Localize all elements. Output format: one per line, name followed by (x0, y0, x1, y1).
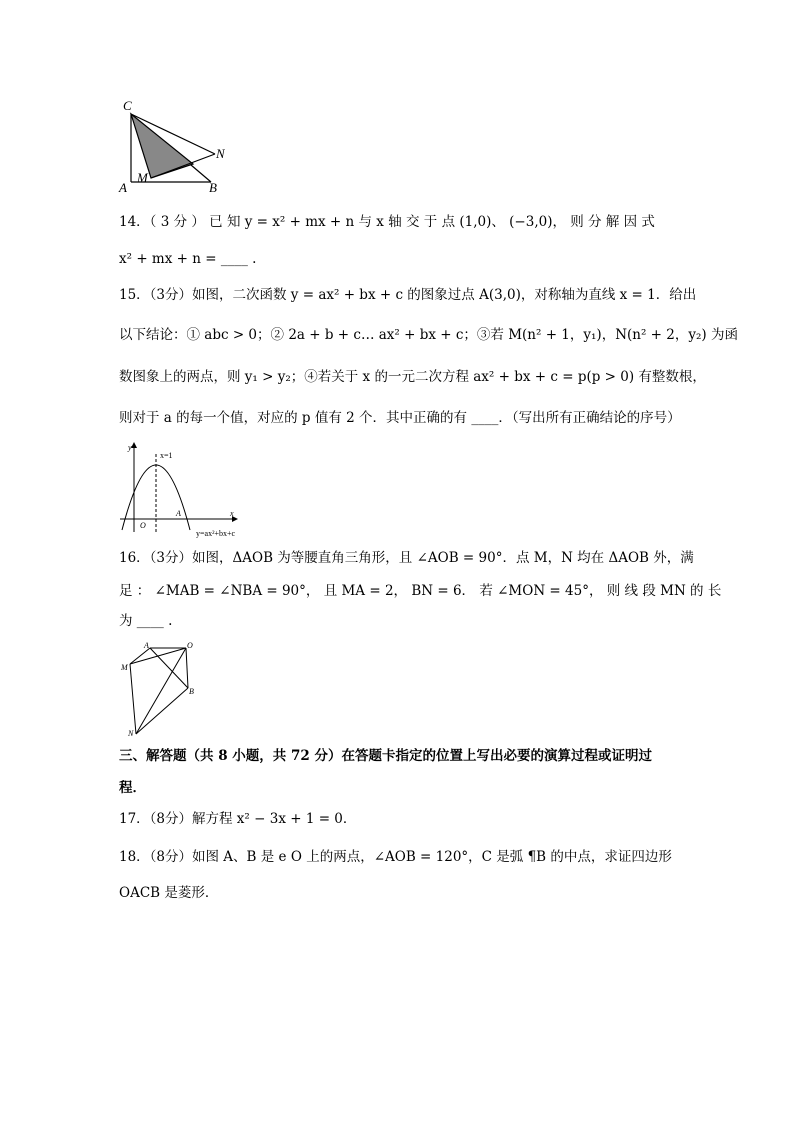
quadrilateral-figure (116, 638, 206, 738)
fig16-label-m: M (121, 663, 128, 672)
origin-label: O (140, 521, 146, 530)
label-a: A (119, 180, 127, 195)
q15-line2: 以下结论：① abc > 0；② 2a + b + c… ax² + bx + c；③若 M(n² + 1，y₁)，N(n² + 2，y₂) 为函 (119, 327, 738, 343)
label-b: B (209, 180, 217, 195)
section3-heading-line1: 三、解答题（共 8 小题，共 72 分）在答题卡指定的位置上写出必要的演算过程或证明过 (119, 748, 652, 764)
q15-line3: 数图象上的两点，则 y₁ > y₂；④若关于 x 的一元二次方程 ax² + bx + c = p(p > 0) 有整数根， (119, 369, 706, 385)
fig16-label-n: N (128, 729, 134, 738)
fig16-label-o: O (187, 641, 193, 650)
x-axis-label: x (230, 509, 234, 518)
q14-line2: x² + mx + n = ____ . (119, 251, 257, 267)
q16-line1: 16．（3分）如图，ΔAOB 为等腰直角三角形，且 ∠AOB = 90°．点 M，N 均在 ΔAOB 外，满 (119, 550, 694, 566)
q15-line4: 则对于 a 的每一个值，对应的 p 值有 2 个．其中正确的有 ____．（写出所有正确结论的序号） (119, 410, 681, 426)
q17-line1: 17．（8分）解方程 x² − 3x + 1 = 0． (119, 811, 357, 827)
label-n: N (216, 146, 225, 161)
axis-of-symmetry-label: x=1 (160, 451, 173, 460)
q15-line1: 15．（3分）如图，二次函数 y = ax² + bx + c 的图象过点 A(3,0)，对称轴为直线 x = 1．给出 (119, 287, 697, 303)
fig16-label-a: A (144, 641, 149, 650)
point-a-label: A (176, 509, 181, 518)
q16-line3: 为 ____ . (119, 613, 173, 629)
y-axis-label: y (128, 443, 132, 452)
curve-label: y=ax²+bx+c (196, 529, 236, 538)
fig16-label-b: B (189, 687, 194, 696)
label-m: M (137, 170, 148, 185)
section3-heading-line2: 程． (119, 780, 146, 796)
q14-line1: 14．（ 3 分 ） 已 知 y = x² + mx + n 与 x 轴 交 于 点 (1,0)、 (−3,0)， 则 分 解 因 式 (119, 214, 655, 230)
parabola-figure (116, 440, 256, 540)
q18-line1: 18．（8分）如图 A、B 是 e O 上的两点，∠AOB = 120°，C 是弧 ¶B 的中点，求证四边形 (119, 849, 672, 865)
q16-line2: 足 ： ∠MAB = ∠NBA = 90°， 且 MA = 2， BN = 6． 若 ∠MON = 45°， 则 线 段 MN 的 长 (119, 583, 722, 599)
q18-line2: OACB 是菱形． (119, 885, 219, 901)
triangle-figure (115, 96, 225, 196)
label-c: C (123, 98, 132, 113)
